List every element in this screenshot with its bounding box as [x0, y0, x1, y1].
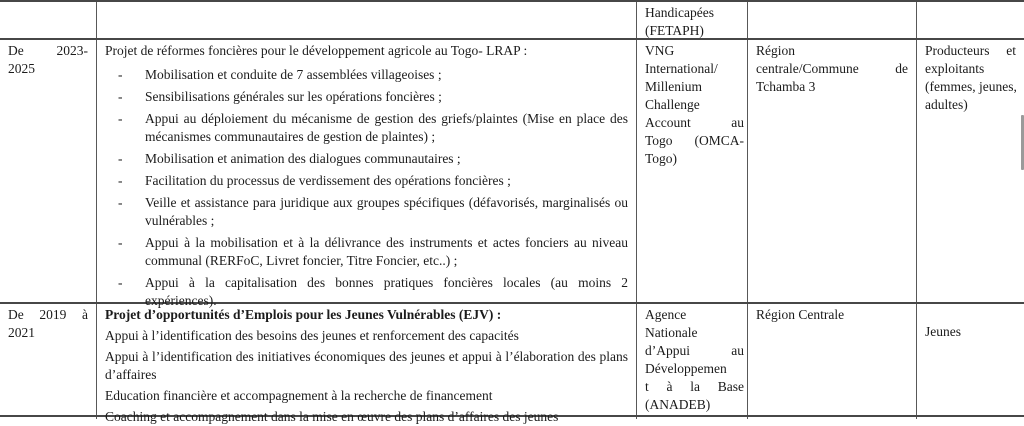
org-line: Agence — [645, 307, 687, 322]
org-line: Millenium — [645, 79, 702, 94]
bullet-text: Facilitation du processus de verdissement des opérations foncières ; — [145, 173, 511, 188]
beneficiary-cell — [917, 304, 1024, 415]
org-line: Togo) — [645, 151, 678, 166]
bullet-item — [105, 234, 628, 270]
bullet-item — [105, 150, 628, 168]
bullet-text: Sensibilisations générales sur les opérations foncières ; — [145, 89, 442, 104]
period-cell — [0, 40, 97, 302]
table-row-ejv — [0, 304, 1024, 424]
period-cell — [0, 304, 97, 415]
region-line: Tchamba 3 — [756, 79, 816, 94]
project-cell — [97, 40, 637, 308]
bullet-text: Mobilisation et conduite de 7 assemblées villageoises ; — [145, 67, 442, 82]
region-cell-empty — [748, 2, 917, 38]
dash-marker: - — [118, 67, 123, 82]
period-cell-empty — [0, 2, 97, 38]
period-line: 2025 — [8, 61, 35, 76]
organization-cell — [637, 2, 748, 38]
org-line: Nationale — [645, 325, 698, 340]
dash-marker: - — [118, 235, 123, 250]
dash-marker: - — [118, 195, 123, 210]
organization-cell — [637, 40, 748, 302]
table-row-stub — [0, 417, 1024, 419]
bullet-text: Appui à la mobilisation et à la délivrance des instruments et actes fonciers au niveau communal (RERFoC, Livret foncier, Titre Foncier, etc..) ; — [145, 235, 628, 268]
project-paragraph: Appui à l’identification des besoins des jeunes et renforcement des capacités — [105, 328, 519, 343]
bullet-text: Mobilisation et animation des dialogues communautaires ; — [145, 151, 461, 166]
bullet-item — [105, 110, 628, 146]
org-line: (FETAPH) — [645, 23, 704, 38]
region-cell — [748, 40, 917, 302]
region-cell — [748, 304, 917, 415]
bullet-item — [105, 274, 628, 310]
dash-marker: - — [118, 275, 123, 290]
org-line: Handicapées — [645, 5, 714, 20]
bullet-text: Veille et assistance para juridique aux groupes spécifiques (défavorisés, marginalisés ou vulnérables ; — [145, 195, 628, 228]
beneficiary-cell-empty — [917, 2, 1024, 38]
bullet-text: Appui à la capitalisation des bonnes pratiques foncières locales (au moins 2 expériences). — [145, 275, 628, 308]
project-title: Projet d’opportunités d’Emplois pour les Jeunes Vulnérables (EJV) : — [105, 307, 502, 322]
period-line: 2021 — [8, 325, 35, 340]
table-row-partial — [0, 2, 1024, 40]
organization-cell — [637, 304, 748, 415]
project-cell — [97, 304, 637, 424]
org-line: Développemen — [645, 361, 727, 376]
org-line: Challenge — [645, 97, 700, 112]
project-paragraph: Education financière et accompagnement à la recherche de financement — [105, 388, 493, 403]
dash-marker: - — [118, 89, 123, 104]
table-row-lrap — [0, 40, 1024, 308]
beneficiary-line: adultes) — [925, 97, 968, 112]
org-line: International/ — [645, 61, 718, 76]
bullet-item — [105, 194, 628, 230]
beneficiary-cell — [917, 40, 1024, 302]
org-line: Togo (OMCA- — [645, 133, 744, 148]
org-line: t à la Base — [645, 379, 744, 394]
bullet-item — [105, 88, 628, 106]
dash-marker: - — [118, 173, 123, 188]
org-line: (ANADEB) — [645, 397, 711, 412]
org-line: VNG — [645, 43, 675, 58]
beneficiary-line: Jeunes — [925, 324, 961, 339]
dash-marker: - — [118, 111, 123, 126]
project-title: Projet de réformes foncières pour le développement agricole au Togo- LRAP : — [105, 43, 528, 58]
beneficiary-line: exploitants — [925, 61, 985, 76]
region-line: Région Centrale — [756, 307, 845, 322]
period-line: De 2019 à — [8, 307, 88, 322]
period-line: De 2023- — [8, 43, 88, 58]
org-line: d’Appui au — [645, 343, 744, 358]
bullet-text: Appui au déploiement du mécanisme de gestion des griefs/plaintes (Mise en place des mécanismes communautaires de gestion de plaintes) ; — [145, 111, 628, 144]
project-paragraph: Appui à l’identification des initiatives économiques des jeunes et appui à l’élaboration des plans d’affaires — [105, 349, 628, 382]
project-cell-empty — [97, 2, 637, 38]
org-line: Account au — [645, 115, 744, 130]
dash-marker: - — [118, 151, 123, 166]
bullet-item — [105, 66, 628, 84]
region-line: Région — [756, 43, 795, 58]
bullet-item — [105, 172, 628, 190]
beneficiary-line: (femmes, jeunes, — [925, 79, 1017, 94]
beneficiary-line: Producteurs et — [925, 43, 1016, 58]
project-paragraph: Coaching et accompagnement dans la mise en œuvre des plans d’affaires des jeunes — [105, 409, 559, 424]
region-line: centrale/Commune de — [756, 61, 908, 76]
